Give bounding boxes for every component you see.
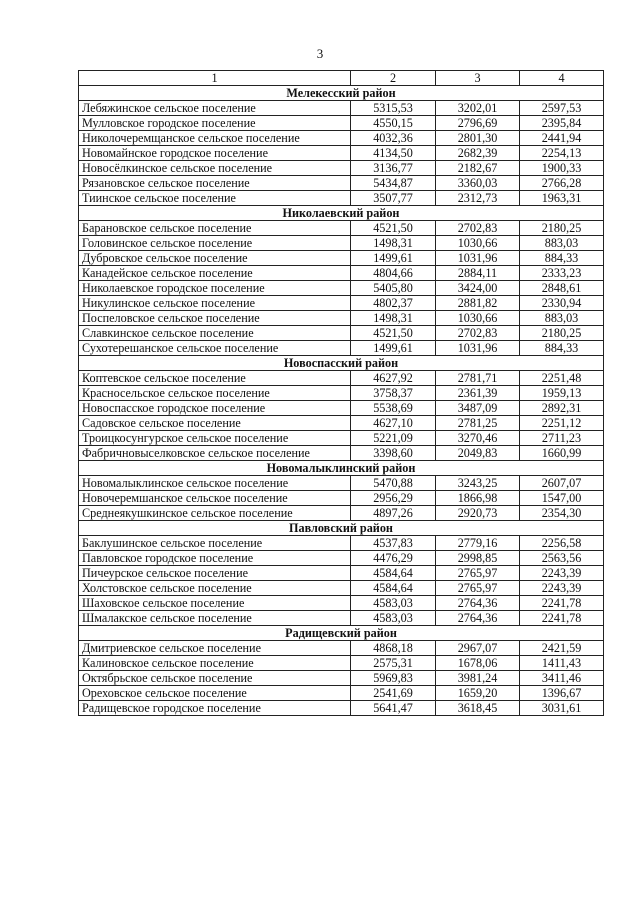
column-2-value-cell: 4521,50	[351, 221, 436, 236]
column-3-value-cell: 3202,01	[436, 101, 520, 116]
table-row	[79, 326, 604, 341]
settlement-name-cell: Пичеурское сельское поселение	[79, 566, 351, 581]
column-4-value-cell: 1547,00	[520, 491, 604, 506]
settlement-name-cell: Радищевское городское поселение	[79, 701, 351, 716]
table-row	[79, 281, 604, 296]
column-2-value-cell: 4897,26	[351, 506, 436, 521]
column-3-value-cell: 2779,16	[436, 536, 520, 551]
column-4-value-cell: 1660,99	[520, 446, 604, 461]
table-row	[79, 401, 604, 416]
district-header-row	[79, 461, 604, 476]
settlement-name-cell: Красносельское сельское поселение	[79, 386, 351, 401]
column-4-value-cell: 884,33	[520, 341, 604, 356]
table-row	[79, 266, 604, 281]
column-2-value-cell: 3136,77	[351, 161, 436, 176]
settlement-name-cell: Калиновское сельское поселение	[79, 656, 351, 671]
column-4-value-cell: 2243,39	[520, 581, 604, 596]
settlement-name-cell: Мулловское городское поселение	[79, 116, 351, 131]
settlement-name-cell: Николочеремщанское сельское поселение	[79, 131, 351, 146]
column-2-value-cell: 5969,83	[351, 671, 436, 686]
column-4-value-cell: 1900,33	[520, 161, 604, 176]
table-row	[79, 671, 604, 686]
settlement-name-cell: Лебяжинское сельское поселение	[79, 101, 351, 116]
column-2-value-cell: 4134,50	[351, 146, 436, 161]
table-row	[79, 251, 604, 266]
column-4-value-cell: 2180,25	[520, 221, 604, 236]
column-2-value-cell: 5470,88	[351, 476, 436, 491]
column-4-value-cell: 883,03	[520, 236, 604, 251]
district-header-row	[79, 356, 604, 371]
district-header-row	[79, 521, 604, 536]
column-4-value-cell: 2892,31	[520, 401, 604, 416]
column-2-value-cell: 5538,69	[351, 401, 436, 416]
settlement-name-cell: Новосёлкинское сельское поселение	[79, 161, 351, 176]
column-2-value-cell: 1499,61	[351, 341, 436, 356]
column-3-value-cell: 2796,69	[436, 116, 520, 131]
settlement-name-cell: Барановское сельское поселение	[79, 221, 351, 236]
column-2-value-cell: 4032,36	[351, 131, 436, 146]
settlement-name-cell: Николаевское городское поселение	[79, 281, 351, 296]
column-2-value-cell: 4804,66	[351, 266, 436, 281]
column-2-value-cell: 1498,31	[351, 311, 436, 326]
column-2-value-cell: 2541,69	[351, 686, 436, 701]
column-2-value-cell: 2575,31	[351, 656, 436, 671]
column-4-value-cell: 2848,61	[520, 281, 604, 296]
column-4-value-cell: 2421,59	[520, 641, 604, 656]
district-name: Радищевский район	[79, 626, 604, 641]
column-3-value-cell: 1031,96	[436, 251, 520, 266]
column-4-value-cell: 2711,23	[520, 431, 604, 446]
column-4-value-cell: 1963,31	[520, 191, 604, 206]
column-3-value-cell: 3981,24	[436, 671, 520, 686]
settlement-name-cell: Рязановское сельское поселение	[79, 176, 351, 191]
column-2-value-cell: 4476,29	[351, 551, 436, 566]
column-2-value-cell: 5315,53	[351, 101, 436, 116]
column-2-value-cell: 4627,92	[351, 371, 436, 386]
settlement-name-cell: Шмалакское сельское поселение	[79, 611, 351, 626]
column-3-value-cell: 2801,30	[436, 131, 520, 146]
column-header-1: 1	[79, 71, 351, 86]
table-row	[79, 416, 604, 431]
column-4-value-cell: 2333,23	[520, 266, 604, 281]
table-row	[79, 101, 604, 116]
table-row	[79, 611, 604, 626]
district-header-row	[79, 86, 604, 101]
column-4-value-cell: 884,33	[520, 251, 604, 266]
column-3-value-cell: 1866,98	[436, 491, 520, 506]
table-row	[79, 701, 604, 716]
column-3-value-cell: 2781,71	[436, 371, 520, 386]
column-2-value-cell: 1498,31	[351, 236, 436, 251]
district-header-row	[79, 626, 604, 641]
column-2-value-cell: 1499,61	[351, 251, 436, 266]
settlement-name-cell: Славкинское сельское поселение	[79, 326, 351, 341]
table-row	[79, 116, 604, 131]
district-name: Николаевский район	[79, 206, 604, 221]
column-3-value-cell: 3424,00	[436, 281, 520, 296]
column-2-value-cell: 4627,10	[351, 416, 436, 431]
table-row	[79, 656, 604, 671]
column-4-value-cell: 1411,43	[520, 656, 604, 671]
column-header-4: 4	[520, 71, 604, 86]
column-3-value-cell: 2764,36	[436, 596, 520, 611]
settlement-name-cell: Шаховское сельское поселение	[79, 596, 351, 611]
column-2-value-cell: 4583,03	[351, 611, 436, 626]
column-2-value-cell: 4537,83	[351, 536, 436, 551]
column-4-value-cell: 883,03	[520, 311, 604, 326]
column-2-value-cell: 5434,87	[351, 176, 436, 191]
column-3-value-cell: 2764,36	[436, 611, 520, 626]
table-row	[79, 476, 604, 491]
column-3-value-cell: 2765,97	[436, 566, 520, 581]
column-3-value-cell: 2049,83	[436, 446, 520, 461]
settlement-name-cell: Новочеремшанское сельское поселение	[79, 491, 351, 506]
table-row	[79, 311, 604, 326]
column-4-value-cell: 1959,13	[520, 386, 604, 401]
settlement-name-cell: Новомалыклинское сельское поселение	[79, 476, 351, 491]
column-4-value-cell: 2241,78	[520, 596, 604, 611]
settlement-name-cell: Поспеловское сельское поселение	[79, 311, 351, 326]
column-3-value-cell: 1659,20	[436, 686, 520, 701]
column-3-value-cell: 2881,82	[436, 296, 520, 311]
table-row	[79, 386, 604, 401]
column-2-value-cell: 4868,18	[351, 641, 436, 656]
table-row	[79, 491, 604, 506]
column-2-value-cell: 4583,03	[351, 596, 436, 611]
column-3-value-cell: 1031,96	[436, 341, 520, 356]
table-row	[79, 446, 604, 461]
settlement-name-cell: Среднеякушкинское сельское поселение	[79, 506, 351, 521]
table-row	[79, 296, 604, 311]
column-2-value-cell: 5405,80	[351, 281, 436, 296]
column-3-value-cell: 3270,46	[436, 431, 520, 446]
table-row	[79, 506, 604, 521]
column-header-2: 2	[351, 71, 436, 86]
table-row	[79, 686, 604, 701]
settlement-name-cell: Ореховское сельское поселение	[79, 686, 351, 701]
settlement-name-cell: Новоспасское городское поселение	[79, 401, 351, 416]
table-row	[79, 191, 604, 206]
table-row	[79, 341, 604, 356]
column-2-value-cell: 4521,50	[351, 326, 436, 341]
column-3-value-cell: 2765,97	[436, 581, 520, 596]
column-4-value-cell: 2241,78	[520, 611, 604, 626]
settlement-name-cell: Тиинское сельское поселение	[79, 191, 351, 206]
settlement-name-cell: Баклушинское сельское поселение	[79, 536, 351, 551]
column-2-value-cell: 4584,64	[351, 581, 436, 596]
table-row	[79, 431, 604, 446]
settlement-name-cell: Фабричновыселковское сельское поселение	[79, 446, 351, 461]
settlement-name-cell: Павловское городское поселение	[79, 551, 351, 566]
district-name: Новоспасский район	[79, 356, 604, 371]
settlement-name-cell: Троицкосунгурское сельское поселение	[79, 431, 351, 446]
column-2-value-cell: 3398,60	[351, 446, 436, 461]
table-row	[79, 581, 604, 596]
column-4-value-cell: 2251,48	[520, 371, 604, 386]
district-header-row	[79, 206, 604, 221]
data-table	[78, 70, 604, 716]
column-4-value-cell: 2243,39	[520, 566, 604, 581]
column-4-value-cell: 2395,84	[520, 116, 604, 131]
column-3-value-cell: 2998,85	[436, 551, 520, 566]
table-row	[79, 236, 604, 251]
table-row	[79, 371, 604, 386]
column-4-value-cell: 2256,58	[520, 536, 604, 551]
settlement-name-cell: Канадейское сельское поселение	[79, 266, 351, 281]
column-3-value-cell: 3618,45	[436, 701, 520, 716]
district-name: Павловский район	[79, 521, 604, 536]
column-3-value-cell: 2702,83	[436, 221, 520, 236]
table-row	[79, 131, 604, 146]
column-3-value-cell: 2312,73	[436, 191, 520, 206]
column-4-value-cell: 2180,25	[520, 326, 604, 341]
table-row	[79, 596, 604, 611]
column-4-value-cell: 1396,67	[520, 686, 604, 701]
page-number: 3	[316, 46, 324, 61]
column-3-value-cell: 2920,73	[436, 506, 520, 521]
table-row	[79, 641, 604, 656]
column-3-value-cell: 3487,09	[436, 401, 520, 416]
column-4-value-cell: 2766,28	[520, 176, 604, 191]
column-number-header-row	[79, 71, 604, 86]
settlement-name-cell: Холстовское сельское поселение	[79, 581, 351, 596]
column-3-value-cell: 3360,03	[436, 176, 520, 191]
column-3-value-cell: 2682,39	[436, 146, 520, 161]
settlement-name-cell: Дмитриевское сельское поселение	[79, 641, 351, 656]
column-3-value-cell: 2361,39	[436, 386, 520, 401]
table-row	[79, 566, 604, 581]
column-2-value-cell: 3758,37	[351, 386, 436, 401]
column-header-3: 3	[436, 71, 520, 86]
settlement-name-cell: Сухотерешанское сельское поселение	[79, 341, 351, 356]
column-2-value-cell: 2956,29	[351, 491, 436, 506]
column-3-value-cell: 2702,83	[436, 326, 520, 341]
table-row	[79, 536, 604, 551]
column-3-value-cell: 1030,66	[436, 311, 520, 326]
column-4-value-cell: 2563,56	[520, 551, 604, 566]
column-3-value-cell: 2884,11	[436, 266, 520, 281]
column-4-value-cell: 2597,53	[520, 101, 604, 116]
column-2-value-cell: 5221,09	[351, 431, 436, 446]
column-4-value-cell: 3031,61	[520, 701, 604, 716]
column-2-value-cell: 3507,77	[351, 191, 436, 206]
settlement-name-cell: Новомайнское городское поселение	[79, 146, 351, 161]
column-2-value-cell: 4802,37	[351, 296, 436, 311]
settlement-name-cell: Головинское сельское поселение	[79, 236, 351, 251]
column-2-value-cell: 4584,64	[351, 566, 436, 581]
column-3-value-cell: 2967,07	[436, 641, 520, 656]
table-row	[79, 146, 604, 161]
column-4-value-cell: 2441,94	[520, 131, 604, 146]
table-row	[79, 161, 604, 176]
settlement-name-cell: Садовское сельское поселение	[79, 416, 351, 431]
column-4-value-cell: 2254,13	[520, 146, 604, 161]
column-3-value-cell: 3243,25	[436, 476, 520, 491]
column-4-value-cell: 2330,94	[520, 296, 604, 311]
column-3-value-cell: 1030,66	[436, 236, 520, 251]
table-row	[79, 551, 604, 566]
settlement-name-cell: Коптевское сельское поселение	[79, 371, 351, 386]
settlement-name-cell: Дубровское сельское поселение	[79, 251, 351, 266]
column-4-value-cell: 2251,12	[520, 416, 604, 431]
district-name: Новомалыклинский район	[79, 461, 604, 476]
column-4-value-cell: 3411,46	[520, 671, 604, 686]
district-name: Мелекесский район	[79, 86, 604, 101]
column-3-value-cell: 1678,06	[436, 656, 520, 671]
column-2-value-cell: 4550,15	[351, 116, 436, 131]
table-body	[79, 71, 604, 716]
column-3-value-cell: 2781,25	[436, 416, 520, 431]
column-4-value-cell: 2354,30	[520, 506, 604, 521]
column-2-value-cell: 5641,47	[351, 701, 436, 716]
table-row	[79, 221, 604, 236]
column-4-value-cell: 2607,07	[520, 476, 604, 491]
settlement-name-cell: Октябрьское сельское поселение	[79, 671, 351, 686]
settlement-name-cell: Никулинское сельское поселение	[79, 296, 351, 311]
column-3-value-cell: 2182,67	[436, 161, 520, 176]
table-row	[79, 176, 604, 191]
